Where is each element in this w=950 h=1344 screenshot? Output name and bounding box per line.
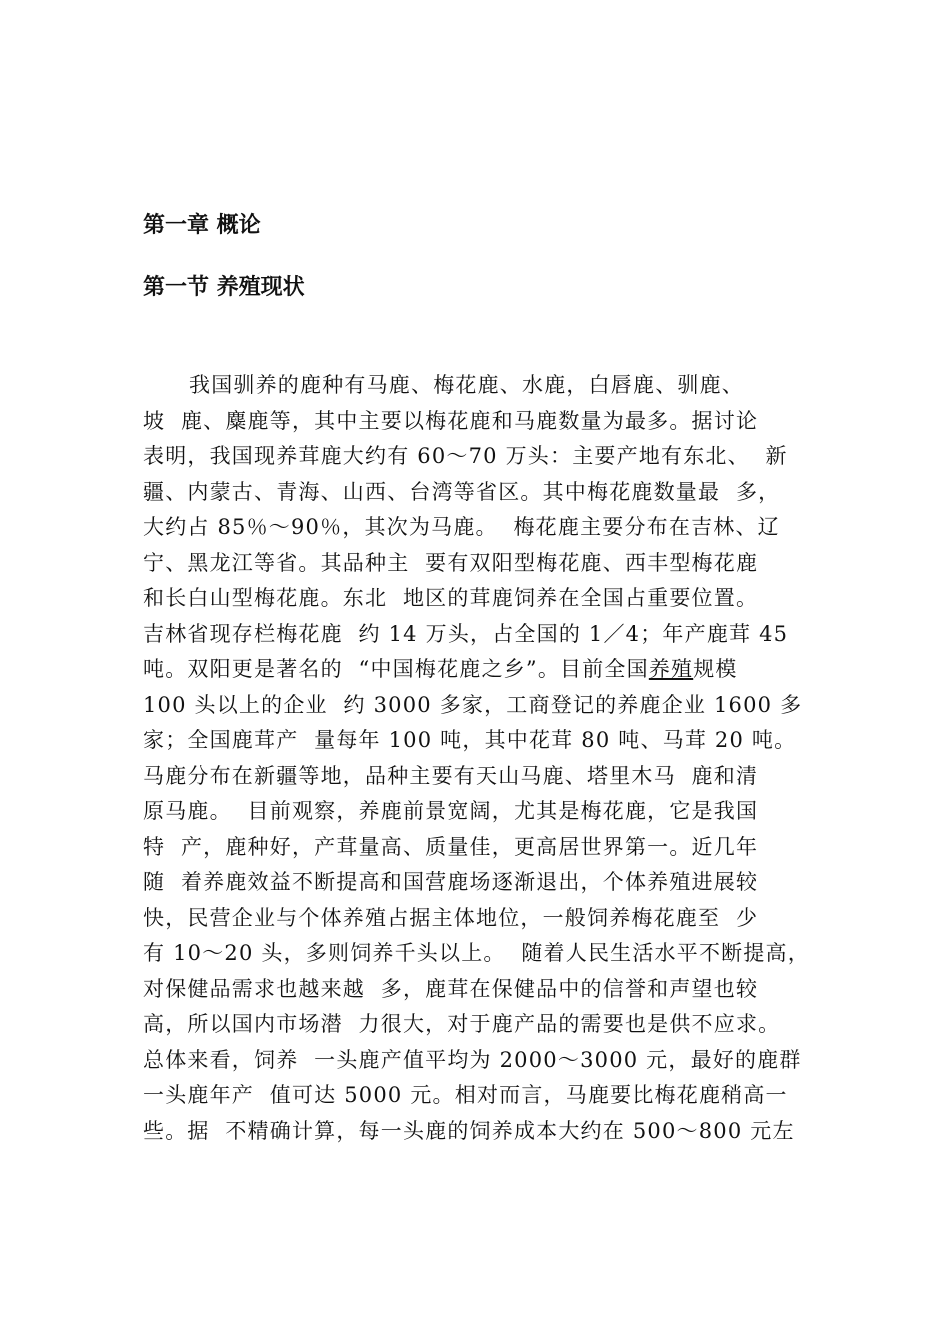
paragraph-line: 总体来看，饲养 一头鹿产值平均为 2000～3000 元，最好的鹿群 — [143, 1047, 802, 1072]
paragraph-line: 宁、黑龙江等省。其品种主 要有双阳型梅花鹿、西丰型梅花鹿 — [143, 550, 759, 575]
paragraph-line: 高，所以国内市场潜 力很大，对于鹿产品的需要也是供不应求。 — [143, 1012, 781, 1036]
paragraph-line: 些。据 不精确计算，每一头鹿的饲养成本大约在 500～800 元左 — [143, 1118, 795, 1143]
paragraph-line: 吉林省现存栏梅花鹿 约 14 万头，占全国的 1／4；年产鹿茸 45 — [143, 621, 789, 646]
chapter-title: 第一章 概论 — [143, 213, 261, 238]
paragraph-line: 对保健品需求也越来越 多，鹿茸在保健品中的信誉和声望也较 — [143, 976, 759, 1001]
paragraph-line: 坡 鹿、麋鹿等，其中主要以梅花鹿和马鹿数量为最多。据讨论 — [143, 408, 759, 433]
paragraph-line: 快，民营企业与个体养殖占据主体地位，一般饲养梅花鹿至 少 — [143, 905, 759, 930]
paragraph-line: 一头鹿年产 值可达 5000 元。相对而言，马鹿要比梅花鹿稍高一 — [143, 1083, 788, 1107]
paragraph-line: 马鹿分布在新疆等地，品种主要有天山马鹿、塔里木马 鹿和清 — [143, 763, 759, 788]
paragraph-line: 有 10～20 头，多则饲养千头以上。 随着人民生活水平不断提高， — [143, 941, 810, 965]
paragraph-line: 我国驯养的鹿种有马鹿、梅花鹿、水鹿，白唇鹿、驯鹿、 — [189, 373, 744, 397]
body-paragraph — [143, 368, 823, 1149]
paragraph-line: 原马鹿。 目前观察，养鹿前景宽阔，尤其是梅花鹿，它是我国 — [143, 799, 759, 823]
line-text-after-link: 规模 — [693, 657, 738, 681]
paragraph-line: 和长白山型梅花鹿。东北 地区的茸鹿饲养在全国占重要位置。 — [143, 586, 759, 610]
yangzhi-link[interactable]: 养殖 — [648, 657, 694, 681]
paragraph-line-with-link — [143, 652, 823, 688]
line-text-before-link: 吨。双阳更是著名的 “中国梅花鹿之乡”。目前全国 — [143, 657, 649, 681]
paragraph-line: 大约占 85％～90％，其次为马鹿。 梅花鹿主要分布在吉林、辽 — [143, 515, 780, 539]
paragraph-line: 疆、内蒙古、青海、山西、台湾等省区。其中梅花鹿数量最 多， — [143, 479, 781, 504]
paragraph-line: 特 产，鹿种好，产茸量高、质量佳，更高居世界第一。近几年 — [143, 834, 759, 859]
paragraph-line: 表明，我国现养茸鹿大约有 60～70 万头：主要产地有东北、 新 — [143, 444, 788, 468]
paragraph-line: 100 头以上的企业 约 3000 多家，工商登记的养鹿企业 1600 多 — [143, 692, 803, 717]
paragraph-line: 随 着养鹿效益不断提高和国营鹿场逐渐退出，个体养殖进展较 — [143, 870, 759, 894]
section-title: 第一节 养殖现状 — [143, 275, 305, 300]
paragraph-line: 家；全国鹿茸产 量每年 100 吨，其中花茸 80 吨、马茸 20 吨。 — [143, 728, 797, 752]
